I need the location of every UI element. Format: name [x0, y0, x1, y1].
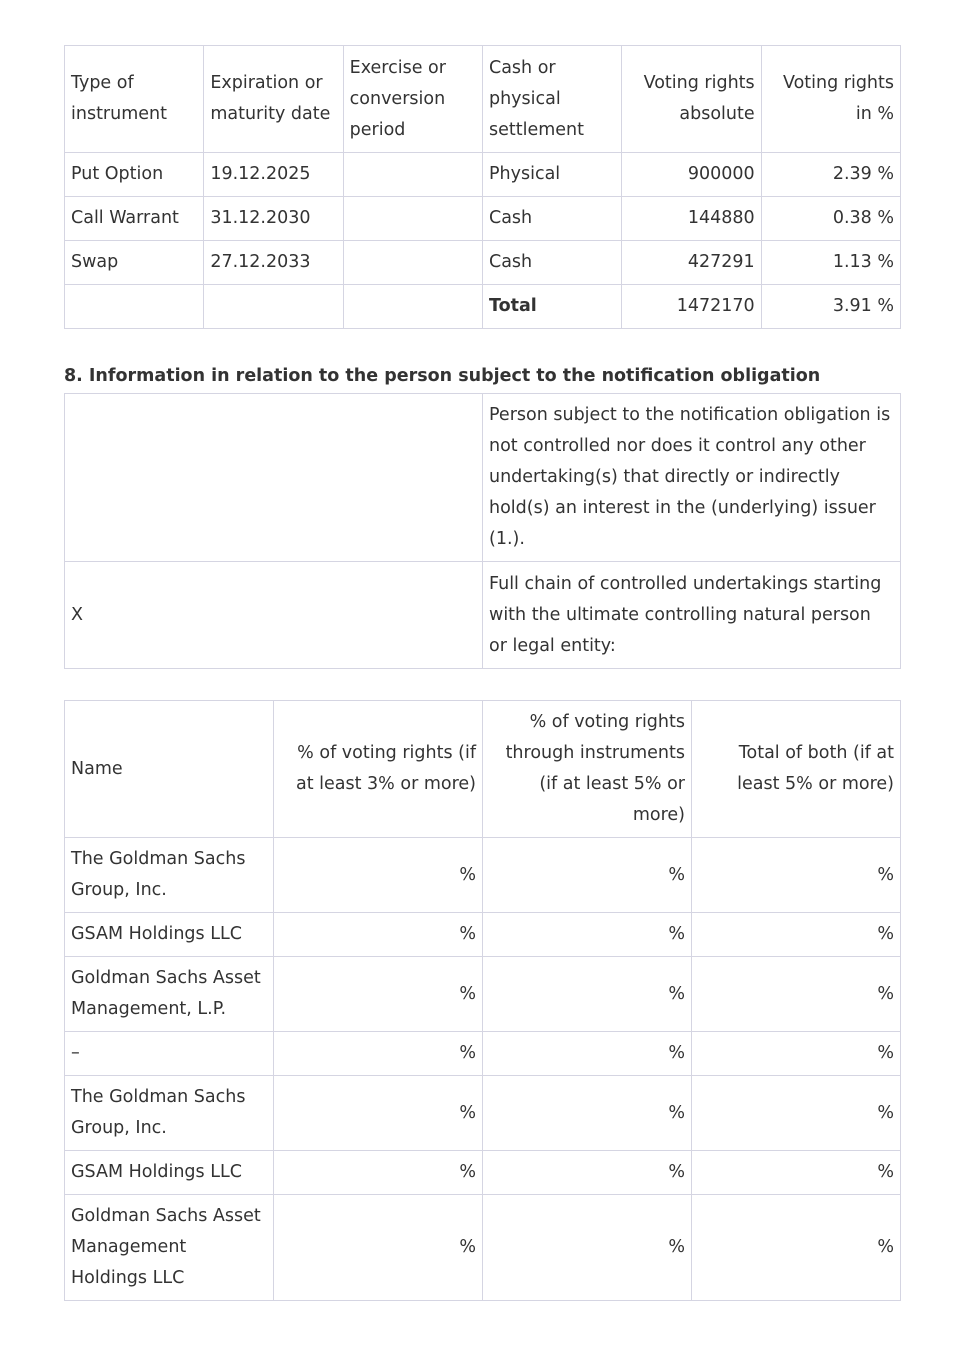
header-cell: Total of both (if at least 5% or more): [692, 701, 901, 838]
percent-cell: %: [483, 957, 692, 1032]
table-cell: Put Option: [65, 153, 204, 197]
entity-name-cell: Goldman Sachs Asset Management, L.P.: [65, 957, 274, 1032]
table-cell: 144880: [622, 197, 761, 241]
percent-cell: %: [274, 957, 483, 1032]
table-cell: 31.12.2030: [204, 197, 343, 241]
table-cell: Call Warrant: [65, 197, 204, 241]
table-cell: [343, 197, 482, 241]
table-row: [65, 1195, 901, 1301]
table-row: [65, 562, 901, 669]
header-cell: Voting rights absolute: [622, 46, 761, 153]
table-row: [65, 1032, 901, 1076]
table-cell: [343, 153, 482, 197]
table-cell: 3.91 %: [761, 285, 900, 329]
section-heading: 8. Information in relation to the person subject to the notification obligation: [64, 366, 821, 386]
percent-cell: %: [483, 1195, 692, 1301]
table-row: [65, 241, 901, 285]
percent-cell: %: [692, 1151, 901, 1195]
table-cell: 1.13 %: [761, 241, 900, 285]
table-row: [65, 197, 901, 241]
table-cell: [204, 285, 343, 329]
percent-cell: %: [274, 1076, 483, 1151]
percent-cell: %: [483, 838, 692, 913]
table-row: [65, 957, 901, 1032]
table-cell: Cash: [482, 241, 621, 285]
header-cell: Type of instrument: [65, 46, 204, 153]
table-header-row: [65, 701, 901, 838]
table-cell: 1472170: [622, 285, 761, 329]
entity-name-cell: The Goldman Sachs Group, Inc.: [65, 838, 274, 913]
description-cell: Full chain of controlled undertakings starting with the ultimate controlling natural person or legal entity:: [483, 562, 901, 669]
percent-cell: %: [274, 1151, 483, 1195]
table-row: [65, 1076, 901, 1151]
header-cell: Expiration or maturity date: [204, 46, 343, 153]
percent-cell: %: [483, 1032, 692, 1076]
header-cell: % of voting rights (if at least 3% or more): [274, 701, 483, 838]
percent-cell: %: [692, 957, 901, 1032]
table-cell: 2.39 %: [761, 153, 900, 197]
entity-name-cell: The Goldman Sachs Group, Inc.: [65, 1076, 274, 1151]
marker-cell: [65, 394, 483, 562]
table-row: [65, 1151, 901, 1195]
percent-cell: %: [692, 1195, 901, 1301]
percent-cell: %: [692, 838, 901, 913]
percent-cell: %: [274, 838, 483, 913]
percent-cell: %: [483, 913, 692, 957]
table-row: [65, 153, 901, 197]
percent-cell: %: [692, 1076, 901, 1151]
percent-cell: %: [274, 1032, 483, 1076]
table-row: [65, 394, 901, 562]
table-row: [65, 285, 901, 329]
table-cell: Physical: [482, 153, 621, 197]
person-info-table: [64, 393, 901, 669]
entity-name-cell: Goldman Sachs Asset Management Holdings LLC: [65, 1195, 274, 1301]
table-header-row: [65, 46, 901, 153]
marker-cell: X: [65, 562, 483, 669]
percent-cell: %: [483, 1076, 692, 1151]
header-cell: Name: [65, 701, 274, 838]
table-cell: 27.12.2033: [204, 241, 343, 285]
table-cell: 900000: [622, 153, 761, 197]
table-cell: [343, 285, 482, 329]
header-cell: Voting rights in %: [761, 46, 900, 153]
percent-cell: %: [692, 1032, 901, 1076]
table-cell: Swap: [65, 241, 204, 285]
percent-cell: %: [274, 913, 483, 957]
instruments-table: [64, 45, 901, 329]
table-row: [65, 838, 901, 913]
entity-name-cell: GSAM Holdings LLC: [65, 913, 274, 957]
table-cell: 19.12.2025: [204, 153, 343, 197]
entity-name-cell: GSAM Holdings LLC: [65, 1151, 274, 1195]
table-cell: Total: [482, 285, 621, 329]
percent-cell: %: [692, 913, 901, 957]
table-row: [65, 913, 901, 957]
description-cell: Person subject to the notification obligation is not controlled nor does it control any other undertaking(s) that directly or indirectly hold(s) an interest in the (underlying) issuer (1.).: [483, 394, 901, 562]
header-cell: % of voting rights through instruments (if at least 5% or more): [483, 701, 692, 838]
percent-cell: %: [483, 1151, 692, 1195]
table-cell: Cash: [482, 197, 621, 241]
table-cell: 0.38 %: [761, 197, 900, 241]
percent-cell: %: [274, 1195, 483, 1301]
controlled-undertakings-table: [64, 700, 901, 1301]
entity-name-cell: –: [65, 1032, 274, 1076]
table-cell: [65, 285, 204, 329]
table-cell: [343, 241, 482, 285]
table-cell: 427291: [622, 241, 761, 285]
header-cell: Cash or physical settlement: [482, 46, 621, 153]
header-cell: Exercise or conversion period: [343, 46, 482, 153]
